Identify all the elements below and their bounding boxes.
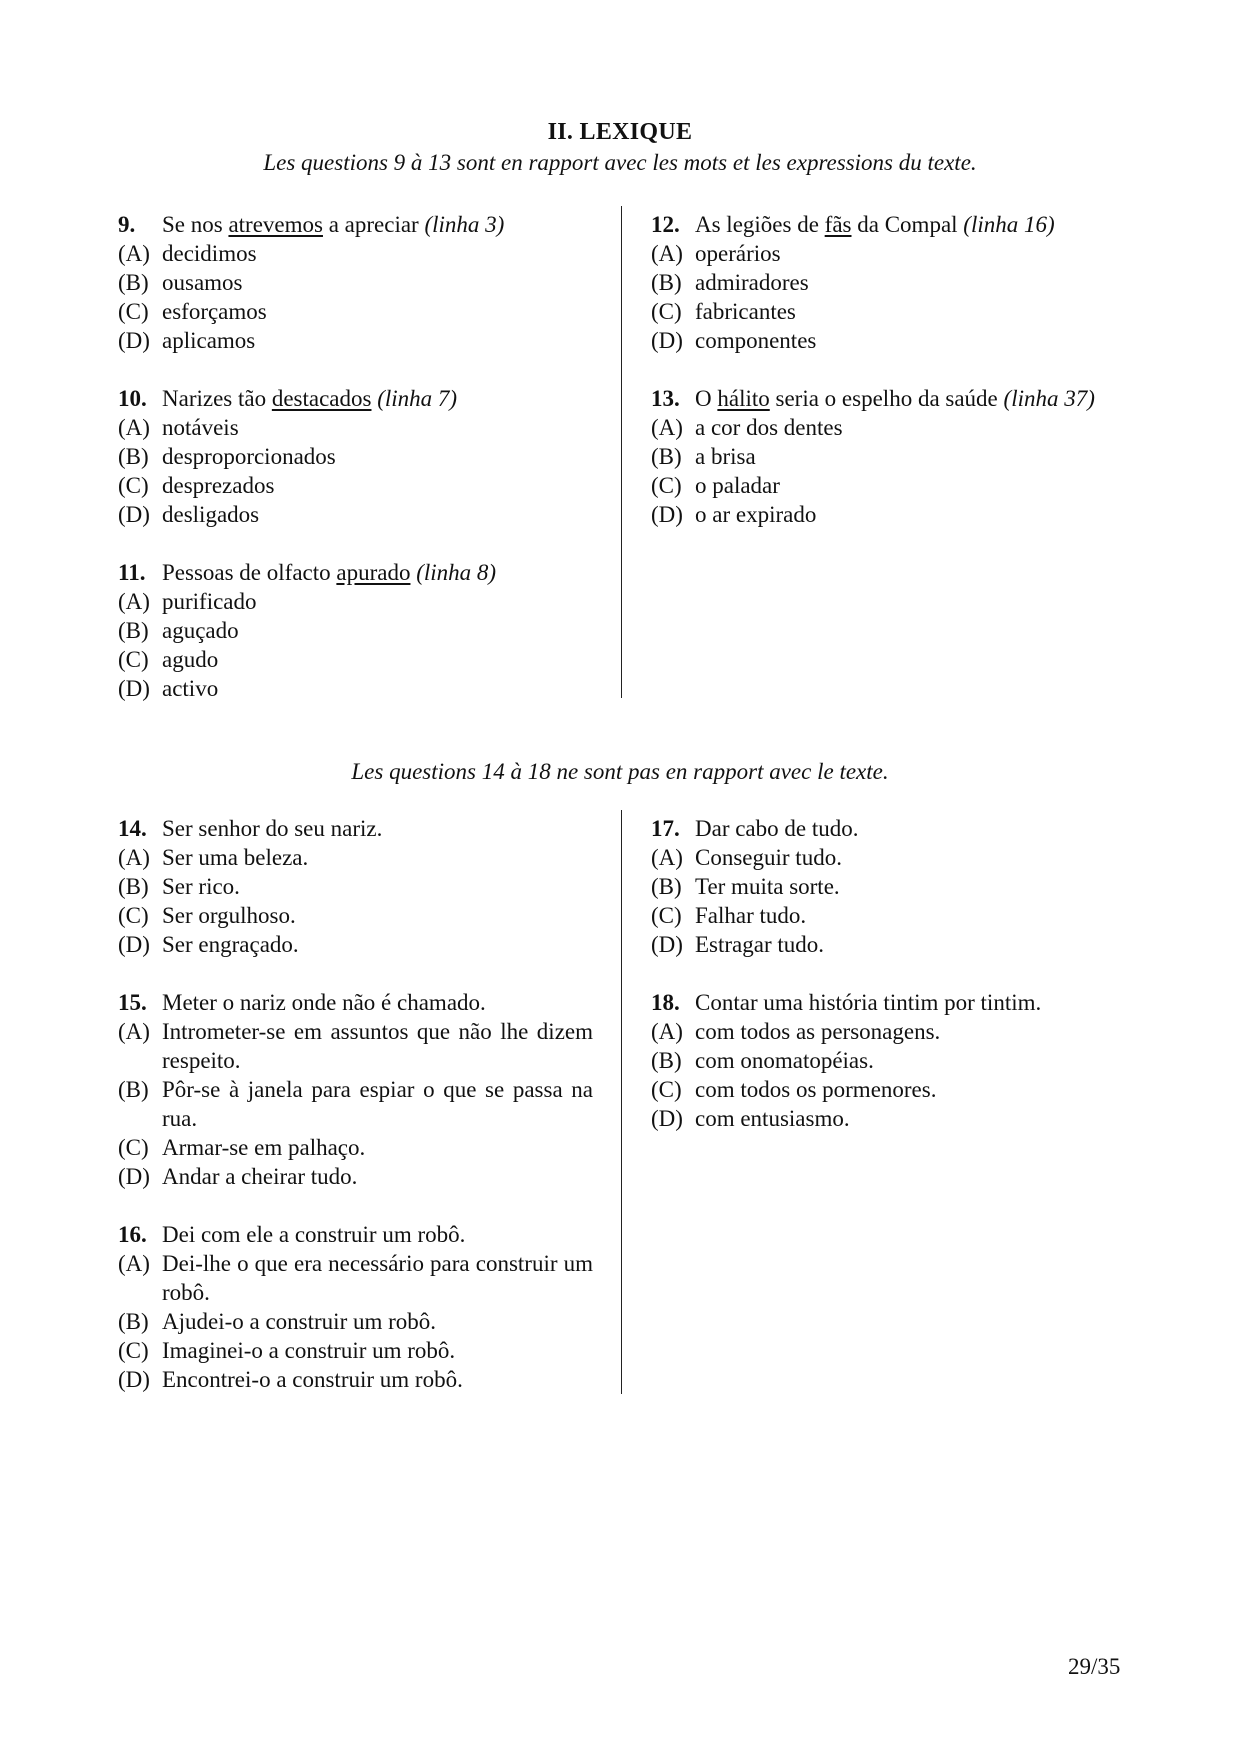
option-c: (C) o paladar	[651, 473, 780, 498]
question-18	[651, 988, 1131, 1133]
option-c: (C) Imaginei-o a construir um robô.	[118, 1338, 456, 1363]
question-text: Narizes tão destacados (linha 7)	[162, 386, 458, 411]
question-16	[118, 1220, 593, 1394]
underlined-word: apurado	[336, 560, 411, 585]
option-b: (B) com onomatopéias.	[651, 1048, 874, 1073]
column-divider	[621, 206, 622, 698]
question-14	[118, 814, 593, 959]
option-a: (A) notáveis	[118, 415, 239, 440]
line-reference: (linha 7)	[377, 386, 458, 411]
option-c: (C) Armar-se em palhaço.	[118, 1135, 366, 1160]
question-text: Meter o nariz onde não é chamado.	[162, 990, 486, 1015]
option-a: (A) Conseguir tudo.	[651, 845, 842, 870]
question-text: Contar uma história tintim por tintim.	[695, 990, 1042, 1015]
option-d: (D) Encontrei-o a construir um robô.	[118, 1367, 463, 1392]
question-stem	[118, 814, 593, 843]
option-a: (A) purificado	[118, 589, 257, 614]
question-stem	[651, 210, 1131, 239]
question-13	[651, 384, 1131, 529]
question-stem	[118, 988, 593, 1017]
option-c: (C) agudo	[118, 647, 219, 672]
line-reference: (linha 16)	[963, 212, 1055, 237]
question-10	[118, 384, 593, 529]
question-number: 9.	[118, 212, 136, 237]
option-b: (B) Ter muita sorte.	[651, 874, 840, 899]
line-reference: (linha 8)	[416, 560, 497, 585]
underlined-word: destacados	[271, 386, 372, 411]
option-b: (B) a brisa	[651, 444, 756, 469]
option-a: (A) operários	[651, 241, 781, 266]
question-number: 18.	[651, 990, 680, 1015]
section-title: II. LEXIQUE	[547, 119, 693, 145]
underlined-word: atrevemos	[228, 212, 323, 237]
question-15	[118, 988, 593, 1191]
right-column-block-1	[651, 210, 1131, 558]
question-number: 10.	[118, 386, 147, 411]
option-d: (D) Andar a cheirar tudo.	[118, 1164, 358, 1189]
question-9	[118, 210, 593, 355]
underlined-word: hálito	[717, 386, 770, 411]
option-a: (A) a cor dos dentes	[651, 415, 843, 440]
option-b: (B) admiradores	[651, 270, 809, 295]
section-intro-2: Les questions 14 à 18 ne sont pas en rapport avec le texte.	[351, 759, 889, 784]
option-b: (B) Pôr-se à janela para espiar o que se passa na rua.	[118, 1077, 593, 1131]
question-number: 11.	[118, 560, 146, 585]
question-stem	[651, 384, 1131, 413]
option-a: (A) Dei-lhe o que era necessário para construir um robô.	[118, 1251, 593, 1305]
section-intro: Les questions 9 à 13 sont en rapport avec les mots et les expressions du texte.	[263, 150, 977, 175]
question-17	[651, 814, 1131, 959]
option-d: (D) desligados	[118, 502, 260, 527]
line-reference: (linha 37)	[1003, 386, 1095, 411]
option-a: (A) com todos as personagens.	[651, 1019, 941, 1044]
right-column-block-2	[651, 814, 1131, 1162]
option-c: (C) desprezados	[118, 473, 275, 498]
question-text: Se nos atrevemos a apreciar (linha 3)	[162, 212, 505, 237]
question-text: Ser senhor do seu nariz.	[162, 816, 383, 841]
question-stem	[118, 210, 593, 239]
question-number: 13.	[651, 386, 680, 411]
question-number: 15.	[118, 990, 147, 1015]
question-stem	[651, 814, 1131, 843]
question-number: 14.	[118, 816, 147, 841]
question-stem	[651, 988, 1131, 1017]
option-a: (A) Ser uma beleza.	[118, 845, 309, 870]
option-c: (C) com todos os pormenores.	[651, 1077, 937, 1102]
left-column-block-1	[118, 210, 593, 732]
option-b: (B) aguçado	[118, 618, 239, 643]
question-text: Pessoas de olfacto apurado (linha 8)	[162, 560, 497, 585]
option-d: (D) Estragar tudo.	[651, 932, 825, 957]
underlined-word: fãs	[824, 212, 852, 237]
option-d: (D) Ser engraçado.	[118, 932, 299, 957]
option-d: (D) aplicamos	[118, 328, 256, 353]
option-c: (C) fabricantes	[651, 299, 796, 324]
question-number: 16.	[118, 1222, 147, 1247]
option-d: (D) o ar expirado	[651, 502, 817, 527]
question-12	[651, 210, 1131, 355]
question-11	[118, 558, 593, 703]
question-text: Dei com ele a construir um robô.	[162, 1222, 466, 1247]
question-stem	[118, 384, 593, 413]
left-column-block-2	[118, 814, 593, 1423]
option-b: (B) Ser rico.	[118, 874, 240, 899]
option-b: (B) ousamos	[118, 270, 243, 295]
page-number: 29/35	[1068, 1654, 1121, 1679]
option-c: (C) Falhar tudo.	[651, 903, 807, 928]
question-stem	[118, 1220, 593, 1249]
option-d: (D) componentes	[651, 328, 817, 353]
option-c: (C) esforçamos	[118, 299, 267, 324]
option-d: (D) activo	[118, 676, 219, 701]
question-text: O hálito seria o espelho da saúde (linha 37)	[695, 386, 1095, 411]
column-divider	[621, 810, 622, 1394]
option-d: (D) com entusiasmo.	[651, 1106, 850, 1131]
option-b: (B) Ajudei-o a construir um robô.	[118, 1309, 437, 1334]
line-reference: (linha 3)	[424, 212, 505, 237]
question-number: 17.	[651, 816, 680, 841]
question-number: 12.	[651, 212, 680, 237]
option-c: (C) Ser orgulhoso.	[118, 903, 296, 928]
question-text: As legiões de fãs da Compal (linha 16)	[695, 212, 1055, 237]
option-b: (B) desproporcionados	[118, 444, 336, 469]
question-text: Dar cabo de tudo.	[695, 816, 859, 841]
option-a: (A) decidimos	[118, 241, 257, 266]
option-a: (A) Intrometer-se em assuntos que não lhe dizem respeito.	[118, 1019, 593, 1073]
question-stem	[118, 558, 593, 587]
